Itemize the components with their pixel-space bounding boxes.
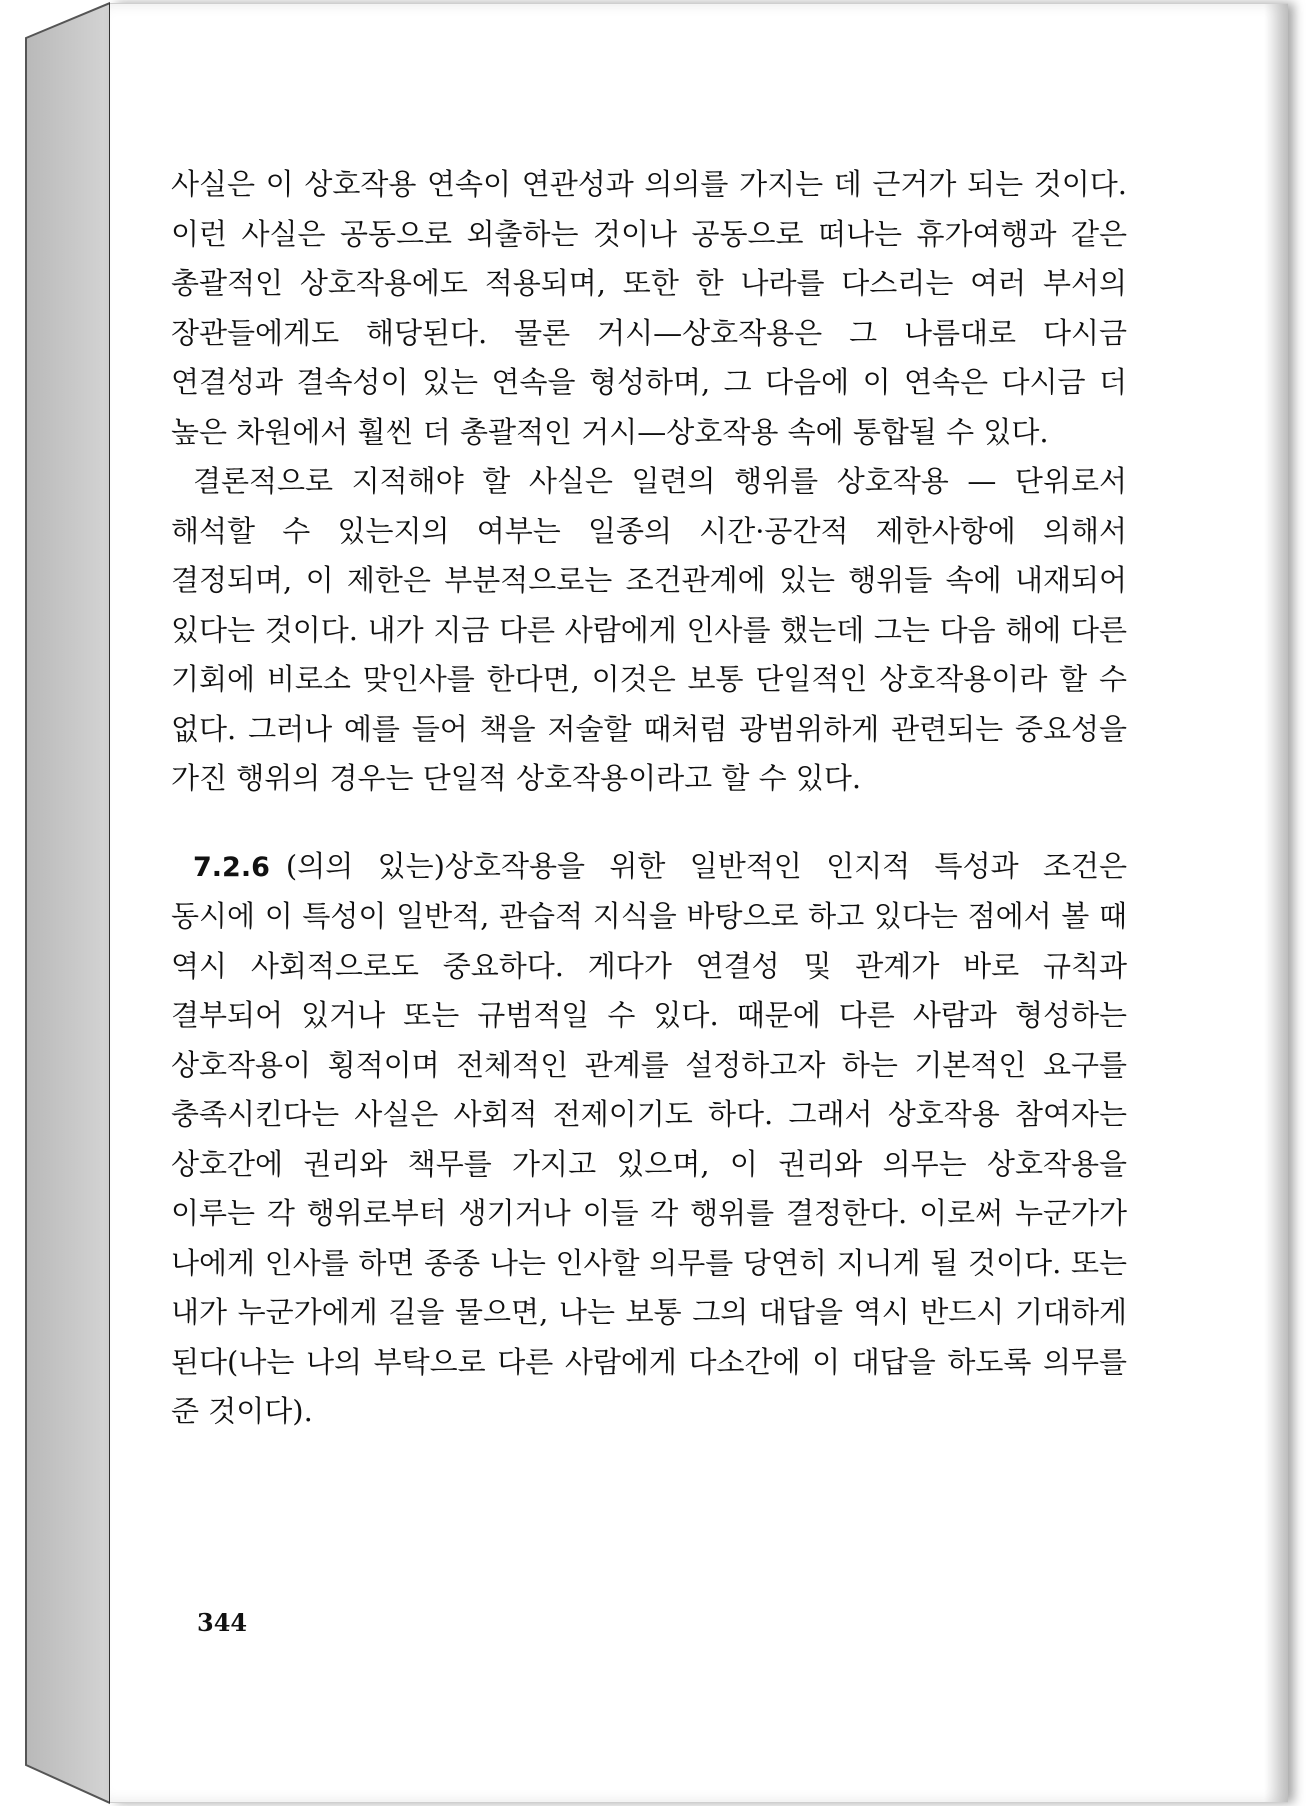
book-spine [0,0,110,1806]
page-number: 344 [197,1608,248,1637]
page-edge-shadow [1264,4,1288,1802]
section-text: (의의 있는)상호작용을 위한 일반적인 인지적 특성과 조건은 동시에 이 특성이 일반적, 관습적 지식을 바탕으로 하고 있다는 점에서 볼 때 역시 사회적으로도 중요하다. 게다가 연결성 및 관계가 바로 규칙과 결부되어 있거나 또는 규범적일 수 있다. 때문에 다른 사람과 형성하는 상호작용이 횡적이며 전체적인 관계를 설정하고자 하는 기본적인 요구를 충족시킨다는 사실은 사회적 전제이기도 하다. 그래서 상호작용 참여자는 상호간에 권리와 책무를 가지고 있으며, 이 권리와 의무는 상호작용을 이루는 각 행위로부터 생기거나 이들 각 행위를 결정한다. 이로써 누군가가 나에게 인사를 하면 종종 나는 인사할 의무를 당연히 지니게 될 것이다. 또는 내가 누군가에게 길을 물으면, 나는 보통 그의 대답을 역시 반드시 기대하게 된다(나는 나의 부탁으로 다른 사람에게 다소간에 이 대답을 하도록 의무를 준 것이다). [171,848,1127,1428]
section-number: 7.2.6 [193,851,270,883]
paragraph-2: 결론적으로 지적해야 할 사실은 일련의 행위를 상호작용 — 단위로서 해석할 수 있는지의 여부는 일종의 시간·공간적 제한사항에 의해서 결정되며, 이 제한은 부분적으로는 조건관계에 있는 행위들 속에 내재되어 있다는 것이다. 내가 지금 다른 사람에게 인사를 했는데 그는 다음 해에 다른 기회에 비로소 맞인사를 한다면, 이것은 보통 단일적인 상호작용이라 할 수 없다. 그러나 예를 들어 책을 저술할 때처럼 광범위하게 관련되는 중요성을 가진 행위의 경우는 단일적 상호작용이라고 할 수 있다. [171,464,1127,795]
section-paragraph [171,842,1127,1437]
paragraph-1: 사실은 이 상호작용 연속이 연관성과 의의를 가지는 데 근거가 되는 것이다. 이런 사실은 공동으로 외출하는 것이나 공동으로 떠나는 휴가여행과 같은 총괄적인 상호작용에도 적용되며, 또한 한 나라를 다스리는 여러 부서의 장관들에게도 해당된다. 물론 거시—상호작용은 그 나름대로 다시금 연결성과 결속성이 있는 연속을 형성하며, 그 다음에 이 연속은 다시금 더 높은 차원에서 훨씬 더 총괄적인 거시—상호작용 속에 통합될 수 있다. [171,167,1127,449]
body-text [171,160,1127,1437]
